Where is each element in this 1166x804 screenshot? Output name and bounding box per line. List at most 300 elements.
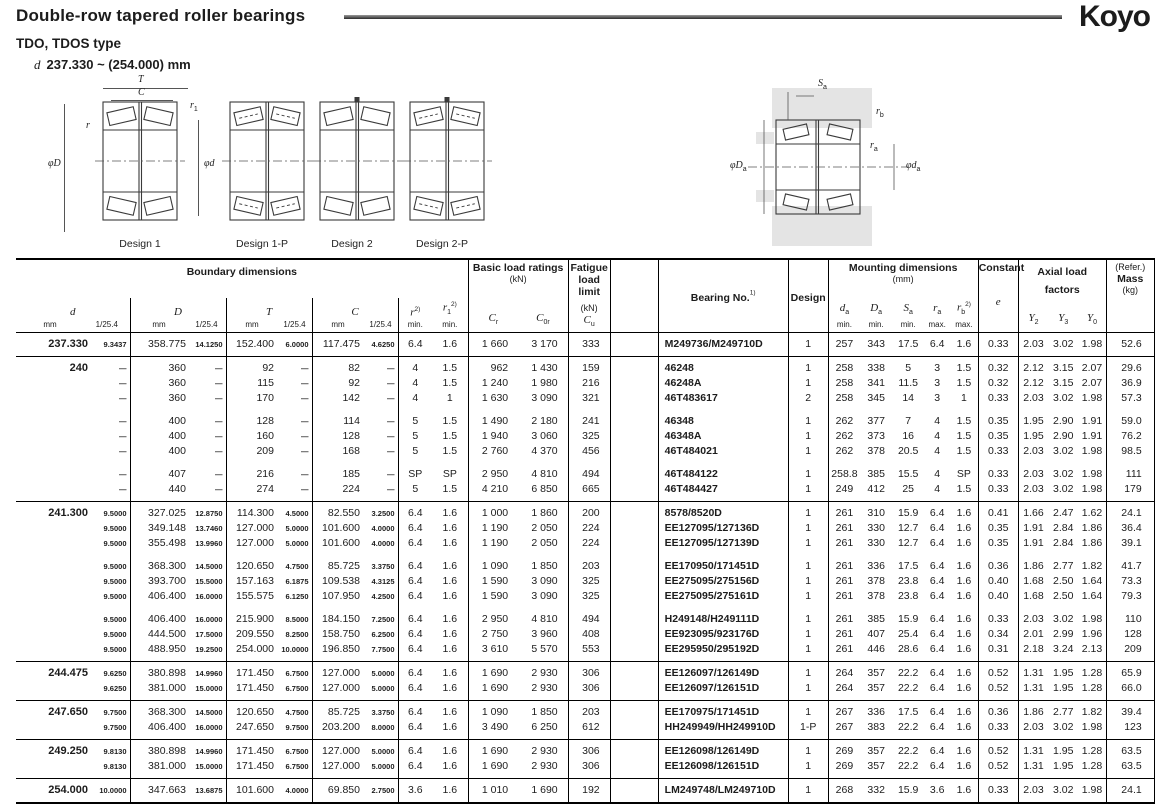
cell-Da: 378 <box>867 445 885 458</box>
cell-d-frac: — <box>96 391 130 406</box>
cell-r1-min: 1.6 <box>432 589 468 604</box>
bearing-diagram-design-2p <box>402 86 492 241</box>
cell-design: 1 <box>788 429 828 444</box>
cell-D-mm: 488.950 <box>148 643 186 656</box>
cell-T-mm: 171.450 <box>236 760 274 773</box>
cell-Y0: 2.07 <box>1078 357 1106 377</box>
cell-D-mm: 360 <box>168 377 186 390</box>
cell-Sa: 22.2 <box>892 740 924 760</box>
header-boundary: Boundary dimensions <box>16 259 468 298</box>
cell-D-frac: — <box>188 444 226 459</box>
cell-design: 2 <box>788 391 828 406</box>
cell-Y0: 1.91 <box>1078 429 1106 444</box>
cell-Cu: 306 <box>568 662 610 682</box>
cell-Cr: 1 190 <box>481 522 509 535</box>
cell-ra: 4 <box>934 445 941 458</box>
cell-Cu: 241 <box>568 414 610 429</box>
cell-mass: 39.1 <box>1106 536 1154 551</box>
cell-C0r: 2 930 <box>518 662 568 682</box>
dim-rb-label: $r_b$ <box>876 106 884 119</box>
cell-Sa: 12.7 <box>897 537 919 550</box>
catalog-table <box>16 258 1155 804</box>
cell-d-mm: 237.330 <box>48 338 88 351</box>
cell-C0r: 4 810 <box>518 467 568 482</box>
cell-Cr: 1 630 <box>481 392 509 405</box>
cell-ra: 3 <box>924 357 950 377</box>
cell-T-mm: 160 <box>256 430 274 443</box>
cell-mass: 79.3 <box>1106 589 1154 604</box>
cell-Sa: 17.5 <box>897 338 919 351</box>
cell-d-mm <box>16 429 96 444</box>
cell-Da: 332 <box>860 779 892 804</box>
cell-r1-min: 1.5 <box>432 357 468 377</box>
cell-r1-min: 1.5 <box>432 482 468 502</box>
cell-d-frac: 9.3437 <box>96 333 130 357</box>
cell-Cr: 2 950 <box>481 613 509 626</box>
cell-mass: 98.5 <box>1106 444 1154 459</box>
spacer-row <box>16 459 1154 467</box>
cell-C-frac: 5.0000 <box>362 681 398 701</box>
table-row <box>16 376 1154 391</box>
cell-mass: 111 <box>1106 467 1154 482</box>
cell-Y3: 3.02 <box>1052 338 1074 351</box>
cell-D-mm: 393.700 <box>148 575 186 588</box>
dim-line-T <box>103 88 188 89</box>
header-Sa: $S_a$ min. <box>892 298 924 333</box>
cell-ra: 3 <box>934 377 941 390</box>
cell-C-mm: 82 <box>312 357 362 377</box>
cell-d-frac: 9.5000 <box>96 642 130 662</box>
cell-d-frac: — <box>96 414 130 429</box>
cell-r1-min: 1.6 <box>432 559 468 574</box>
cell-r1-min: 1.6 <box>432 779 468 804</box>
cell-r-min: 6.4 <box>407 537 423 550</box>
cell-T-frac: 6.1250 <box>276 589 312 604</box>
cell-C0r: 1 850 <box>518 559 568 574</box>
cell-T-mm: 114.300 <box>226 502 276 522</box>
cell-mass: 52.6 <box>1106 333 1154 357</box>
cell-r-min: 6.4 <box>407 522 423 535</box>
cell-C0r: 1 430 <box>518 357 568 377</box>
cell-d-frac: — <box>96 376 130 391</box>
cell-T-mm: 171.450 <box>226 662 276 682</box>
cell-ra: 6.4 <box>924 701 950 721</box>
cell-spacer <box>610 502 658 522</box>
cell-C-frac: 6.2500 <box>362 627 398 642</box>
cell-Y2: 1.68 <box>1023 590 1044 603</box>
cell-C-frac: 8.0000 <box>362 720 398 740</box>
cell-ra: 6.4 <box>929 522 945 535</box>
header-mass: (Refer.) Mass (kg) <box>1106 259 1154 333</box>
cell-Y2: 1.95 <box>1023 415 1044 428</box>
cell-Y0: 1.28 <box>1078 740 1106 760</box>
cell-T-mm: 209 <box>256 445 274 458</box>
cell-Cr: 1 660 <box>481 338 509 351</box>
cell-C-mm: 127.000 <box>322 682 360 695</box>
header-axial: Axial load factors <box>1018 259 1106 298</box>
cell-Cu: 306 <box>568 681 610 701</box>
cell-T-mm: 127.000 <box>236 522 274 535</box>
cell-T-frac: 6.7500 <box>276 740 312 760</box>
cell-C-frac: 4.0000 <box>362 536 398 551</box>
design-1-label: Design 1 <box>119 238 161 250</box>
cell-D-frac: — <box>188 467 226 482</box>
cell-D-mm: 400 <box>168 445 186 458</box>
cell-Y2: 1.66 <box>1018 502 1048 522</box>
cell-d-frac: 9.6250 <box>96 662 130 682</box>
cell-mass: 179 <box>1106 482 1154 502</box>
cell-d-frac: 9.5000 <box>96 627 130 642</box>
cell-Cr: 1 090 <box>481 560 509 573</box>
cell-spacer <box>610 444 658 459</box>
cell-Sa: 25.4 <box>897 628 919 641</box>
cell-T-frac: 10.0000 <box>276 642 312 662</box>
cell-C-frac: 5.0000 <box>362 662 398 682</box>
cell-e: 0.34 <box>978 627 1018 642</box>
cell-C0r: 3 960 <box>518 627 568 642</box>
cell-bearing-no: EE126098/126149D <box>658 740 788 760</box>
cell-d-frac: — <box>96 444 130 459</box>
cell-r-min: 6.4 <box>407 613 423 626</box>
cell-bearing-no: EE127095/127139D <box>658 536 788 551</box>
table-row <box>16 759 1154 779</box>
cell-bearing-no: 8578/8520D <box>658 502 788 522</box>
cell-e: 0.33 <box>978 779 1018 804</box>
header-rb: $r_b^{2)}$ max. <box>950 298 978 333</box>
dim-line-phid <box>198 120 199 216</box>
cell-D-frac: 16.0000 <box>188 720 226 740</box>
cell-Y2: 2.12 <box>1018 357 1048 377</box>
cell-C-mm: 101.600 <box>322 537 360 550</box>
table-row <box>16 627 1154 642</box>
cell-Cu: 456 <box>568 444 610 459</box>
cell-D-frac: 17.5000 <box>188 627 226 642</box>
header-bearing-no: Bearing No.$^{1)}$ <box>658 259 788 333</box>
cell-r-min: SP <box>408 468 423 481</box>
cell-da: 267 <box>835 721 854 734</box>
cell-e: 0.52 <box>978 662 1018 682</box>
cell-da: 261 <box>835 537 854 550</box>
cell-mass: 36.4 <box>1106 521 1154 536</box>
cell-D-mm: 368.300 <box>130 701 188 721</box>
cell-Y3: 3.02 <box>1052 468 1074 481</box>
cell-D-mm: 381.000 <box>148 682 186 695</box>
cell-C-mm: 128 <box>342 430 360 443</box>
cell-design: 1 <box>788 681 828 701</box>
cell-T-frac: 6.1875 <box>276 574 312 589</box>
design-1p-label: Design 1-P <box>236 238 288 250</box>
cell-Y0: 1.64 <box>1078 574 1106 589</box>
cell-C0r: 4 370 <box>518 444 568 459</box>
header-constant: Constant e <box>978 259 1018 333</box>
cell-ra: 3 <box>934 392 941 405</box>
cell-da: 261 <box>835 575 854 588</box>
cell-r1-min: 1.6 <box>432 720 468 740</box>
cell-da: 262 <box>835 445 854 458</box>
header-r: r$^{2)}$ min. <box>398 298 432 333</box>
cell-spacer <box>610 357 658 377</box>
header-Da: $D_a$ min. <box>860 298 892 333</box>
cell-bearing-no: EE923095/923176D <box>658 627 788 642</box>
cell-d-mm: 241.300 <box>16 502 96 522</box>
cell-r1-min: 1.6 <box>432 701 468 721</box>
cell-Y3: 1.95 <box>1052 760 1074 773</box>
dim-ra-label: $r_a$ <box>870 140 878 153</box>
cell-spacer <box>610 574 658 589</box>
cell-Da: 357 <box>860 662 892 682</box>
d-range-value: 237.330 ~ (254.000) mm <box>46 57 191 72</box>
cell-D-mm: 406.400 <box>148 721 186 734</box>
cell-rb: SP <box>950 467 978 482</box>
cell-e: 0.36 <box>978 701 1018 721</box>
cell-d-mm: 254.000 <box>16 779 96 804</box>
cell-ra: 6.4 <box>929 560 945 573</box>
cell-r1-min: 1.6 <box>432 521 468 536</box>
cell-r1-min: 1.5 <box>432 414 468 429</box>
cell-da: 258 <box>828 357 860 377</box>
cell-d-mm <box>16 612 96 627</box>
cell-r-min: 4 <box>412 392 419 405</box>
cell-design: 1 <box>788 559 828 574</box>
cell-Cu: 665 <box>568 482 610 502</box>
cell-ra: 6.4 <box>929 682 945 695</box>
cell-C-frac: 4.2500 <box>362 589 398 604</box>
cell-Cr: 1 690 <box>481 682 509 695</box>
cell-mass: 63.5 <box>1106 759 1154 779</box>
cell-design: 1 <box>788 740 828 760</box>
cell-Cr: 1 590 <box>481 575 509 588</box>
cell-bearing-no: 46348A <box>658 429 788 444</box>
cell-D-mm: 360 <box>168 392 186 405</box>
cell-r1-min: 1.6 <box>432 502 468 522</box>
cell-e: 0.32 <box>978 376 1018 391</box>
cell-Y0: 1.28 <box>1078 662 1106 682</box>
cell-ra: 6.4 <box>929 590 945 603</box>
cell-D-mm: 380.898 <box>130 740 188 760</box>
cell-design: 1 <box>788 574 828 589</box>
cell-d-mm <box>16 467 96 482</box>
table-row <box>16 357 1154 377</box>
cell-Da: 357 <box>860 740 892 760</box>
cell-T-frac: — <box>276 429 312 444</box>
cell-da: 269 <box>828 740 860 760</box>
cell-Cu: 203 <box>568 701 610 721</box>
cell-Y2: 2.18 <box>1023 643 1044 656</box>
cell-rb: 1.5 <box>950 357 978 377</box>
header-notes-spacer <box>610 259 658 333</box>
cell-C0r: 3 090 <box>518 391 568 406</box>
cell-design: 1 <box>788 521 828 536</box>
cell-Sa: 15.9 <box>897 613 919 626</box>
cell-C-mm: 85.725 <box>312 701 362 721</box>
cell-Cu: 224 <box>568 521 610 536</box>
header-mounting: Mounting dimensions (mm) <box>828 259 978 298</box>
cell-spacer <box>610 720 658 740</box>
dim-r-label: r <box>86 120 90 131</box>
cell-Sa: 22.2 <box>897 760 919 773</box>
cell-ra: 6.4 <box>924 662 950 682</box>
cell-C0r: 5 570 <box>518 642 568 662</box>
cell-design: 1 <box>788 482 828 502</box>
cell-r-min: 6.4 <box>398 701 432 721</box>
header-fatigue: Fatigue load limit (kN) $C_u$ <box>568 259 610 333</box>
cell-Da: 343 <box>867 338 885 351</box>
cell-Da: 357 <box>867 682 885 695</box>
cell-design: 1-P <box>788 720 828 740</box>
cell-mass: 36.9 <box>1106 376 1154 391</box>
cell-da: 257 <box>835 338 854 351</box>
title-rule <box>344 15 1062 19</box>
cell-T-frac: 4.0000 <box>276 779 312 804</box>
cell-design: 1 <box>788 759 828 779</box>
cell-Sa: 5 <box>892 357 924 377</box>
cell-r1-min: 1.6 <box>432 627 468 642</box>
cell-Y0: 1.98 <box>1078 612 1106 627</box>
cell-da: 249 <box>835 483 854 496</box>
cell-da: 264 <box>835 682 854 695</box>
cell-C-mm: 185 <box>342 468 360 481</box>
header-Y2: $Y_2$ <box>1018 298 1048 333</box>
cell-da: 262 <box>835 430 854 443</box>
cell-e: 0.52 <box>978 759 1018 779</box>
cell-Y3: 2.90 <box>1052 430 1074 443</box>
cell-C-mm: 107.950 <box>322 590 360 603</box>
cell-C-mm: 69.850 <box>312 779 362 804</box>
cell-e: 0.41 <box>978 502 1018 522</box>
cell-C-mm: 224 <box>342 483 360 496</box>
cell-T-mm: 254.000 <box>236 643 274 656</box>
cell-Da: 383 <box>867 721 885 734</box>
page-title: Double-row tapered roller bearings <box>16 6 306 25</box>
table-row <box>16 333 1154 357</box>
dim-Sa-label: $S_a$ <box>818 78 827 91</box>
cell-r-min: 5 <box>412 430 419 443</box>
cell-Sa: 20.5 <box>897 445 919 458</box>
cell-D-frac: — <box>188 376 226 391</box>
cell-Da: 446 <box>867 643 885 656</box>
cell-bearing-no: LM249748/LM249710D <box>658 779 788 804</box>
cell-C0r: 1 980 <box>518 376 568 391</box>
cell-ra: 6.4 <box>929 760 945 773</box>
cell-r1-min: 1.6 <box>432 536 468 551</box>
cell-da: 269 <box>835 760 854 773</box>
cell-C-mm: 196.850 <box>322 643 360 656</box>
table-row <box>16 502 1154 522</box>
dim-phid-label: φd <box>204 158 215 169</box>
cell-D-mm: 444.500 <box>148 628 186 641</box>
cell-Cu: 553 <box>568 642 610 662</box>
cell-design: 1 <box>788 376 828 391</box>
cell-Y0: 1.86 <box>1078 536 1106 551</box>
dim-phiD-label: φD <box>48 158 61 169</box>
cell-Da: 330 <box>867 522 885 535</box>
cell-Y2: 2.03 <box>1023 483 1044 496</box>
cell-r-min: 6.4 <box>407 682 423 695</box>
cell-rb: 1.6 <box>950 333 978 357</box>
cell-r-min: 6.4 <box>407 721 423 734</box>
cell-d-frac: 9.8130 <box>96 740 130 760</box>
cell-da: 261 <box>835 522 854 535</box>
cell-bearing-no: 46T483617 <box>658 391 788 406</box>
cell-d-mm: 247.650 <box>16 701 96 721</box>
cell-Y2: 1.68 <box>1023 575 1044 588</box>
cell-D-mm: 380.898 <box>130 662 188 682</box>
cell-d-mm: 244.475 <box>16 662 96 682</box>
cell-D-frac: — <box>188 482 226 502</box>
cell-Y3: 1.95 <box>1048 740 1078 760</box>
cell-Sa: 15.9 <box>892 779 924 804</box>
cell-d-mm <box>16 376 96 391</box>
cell-r1-min: 1 <box>432 391 468 406</box>
table-row <box>16 391 1154 406</box>
cell-T-frac: 4.5000 <box>276 502 312 522</box>
cell-Y0: 1.62 <box>1078 502 1106 522</box>
cell-D-mm: 347.663 <box>130 779 188 804</box>
cell-D-frac: 13.7460 <box>188 521 226 536</box>
cell-D-frac: 15.0000 <box>188 681 226 701</box>
cell-d-frac: 9.8130 <box>96 759 130 779</box>
cell-Cr: 1 690 <box>468 740 518 760</box>
cell-Y2: 2.01 <box>1023 628 1044 641</box>
cell-Y3: 2.99 <box>1052 628 1074 641</box>
cell-e: 0.33 <box>978 612 1018 627</box>
cell-T-mm: 127.000 <box>236 537 274 550</box>
cell-r-min: 5 <box>412 445 419 458</box>
cell-da: 258.8 <box>831 468 858 481</box>
cell-d-frac: — <box>96 357 130 377</box>
spacer-row <box>16 551 1154 559</box>
cell-C-mm: 127.000 <box>312 740 362 760</box>
cell-ra: 6.4 <box>929 575 945 588</box>
cell-D-frac: — <box>188 391 226 406</box>
cell-rb: 1.6 <box>950 681 978 701</box>
cell-T-mm: 171.450 <box>236 682 274 695</box>
cell-D-frac: 14.9960 <box>188 662 226 682</box>
cell-T-mm: 215.900 <box>236 613 274 626</box>
cell-Sa: 17.5 <box>897 560 919 573</box>
cell-T-frac: 6.7500 <box>276 759 312 779</box>
cell-design: 1 <box>788 414 828 429</box>
cell-rb: 1.6 <box>950 559 978 574</box>
cell-design: 1 <box>788 662 828 682</box>
header-design: Design <box>788 259 828 333</box>
cell-Cu: 333 <box>568 333 610 357</box>
header-basic-load: Basic load ratings (kN) <box>468 259 568 298</box>
cell-e: 0.35 <box>978 414 1018 429</box>
dim-line-phiD <box>64 104 65 232</box>
cell-mass: 24.1 <box>1106 502 1154 522</box>
cell-spacer <box>610 429 658 444</box>
cell-Cr: 2 950 <box>481 468 509 481</box>
cell-design: 1 <box>788 333 828 357</box>
cell-C0r: 3 090 <box>518 589 568 604</box>
cell-Y2: 2.12 <box>1023 377 1044 390</box>
cell-Y2: 1.91 <box>1023 537 1044 550</box>
cell-spacer <box>610 740 658 760</box>
cell-mass: 59.0 <box>1106 414 1154 429</box>
cell-Cu: 200 <box>568 502 610 522</box>
cell-Cu: 325 <box>568 574 610 589</box>
cell-Y2: 2.03 <box>1023 721 1044 734</box>
dim-phiDa-label: $\varphi D_a$ <box>730 160 747 173</box>
cell-d-frac: 9.7500 <box>96 701 130 721</box>
cell-Sa: 16 <box>902 430 914 443</box>
cell-mass: 24.1 <box>1106 779 1154 804</box>
cell-C0r: 3 170 <box>518 333 568 357</box>
cell-bearing-no: EE275095/275156D <box>658 574 788 589</box>
cell-T-mm: 101.600 <box>226 779 276 804</box>
cell-Y3: 2.77 <box>1052 560 1074 573</box>
